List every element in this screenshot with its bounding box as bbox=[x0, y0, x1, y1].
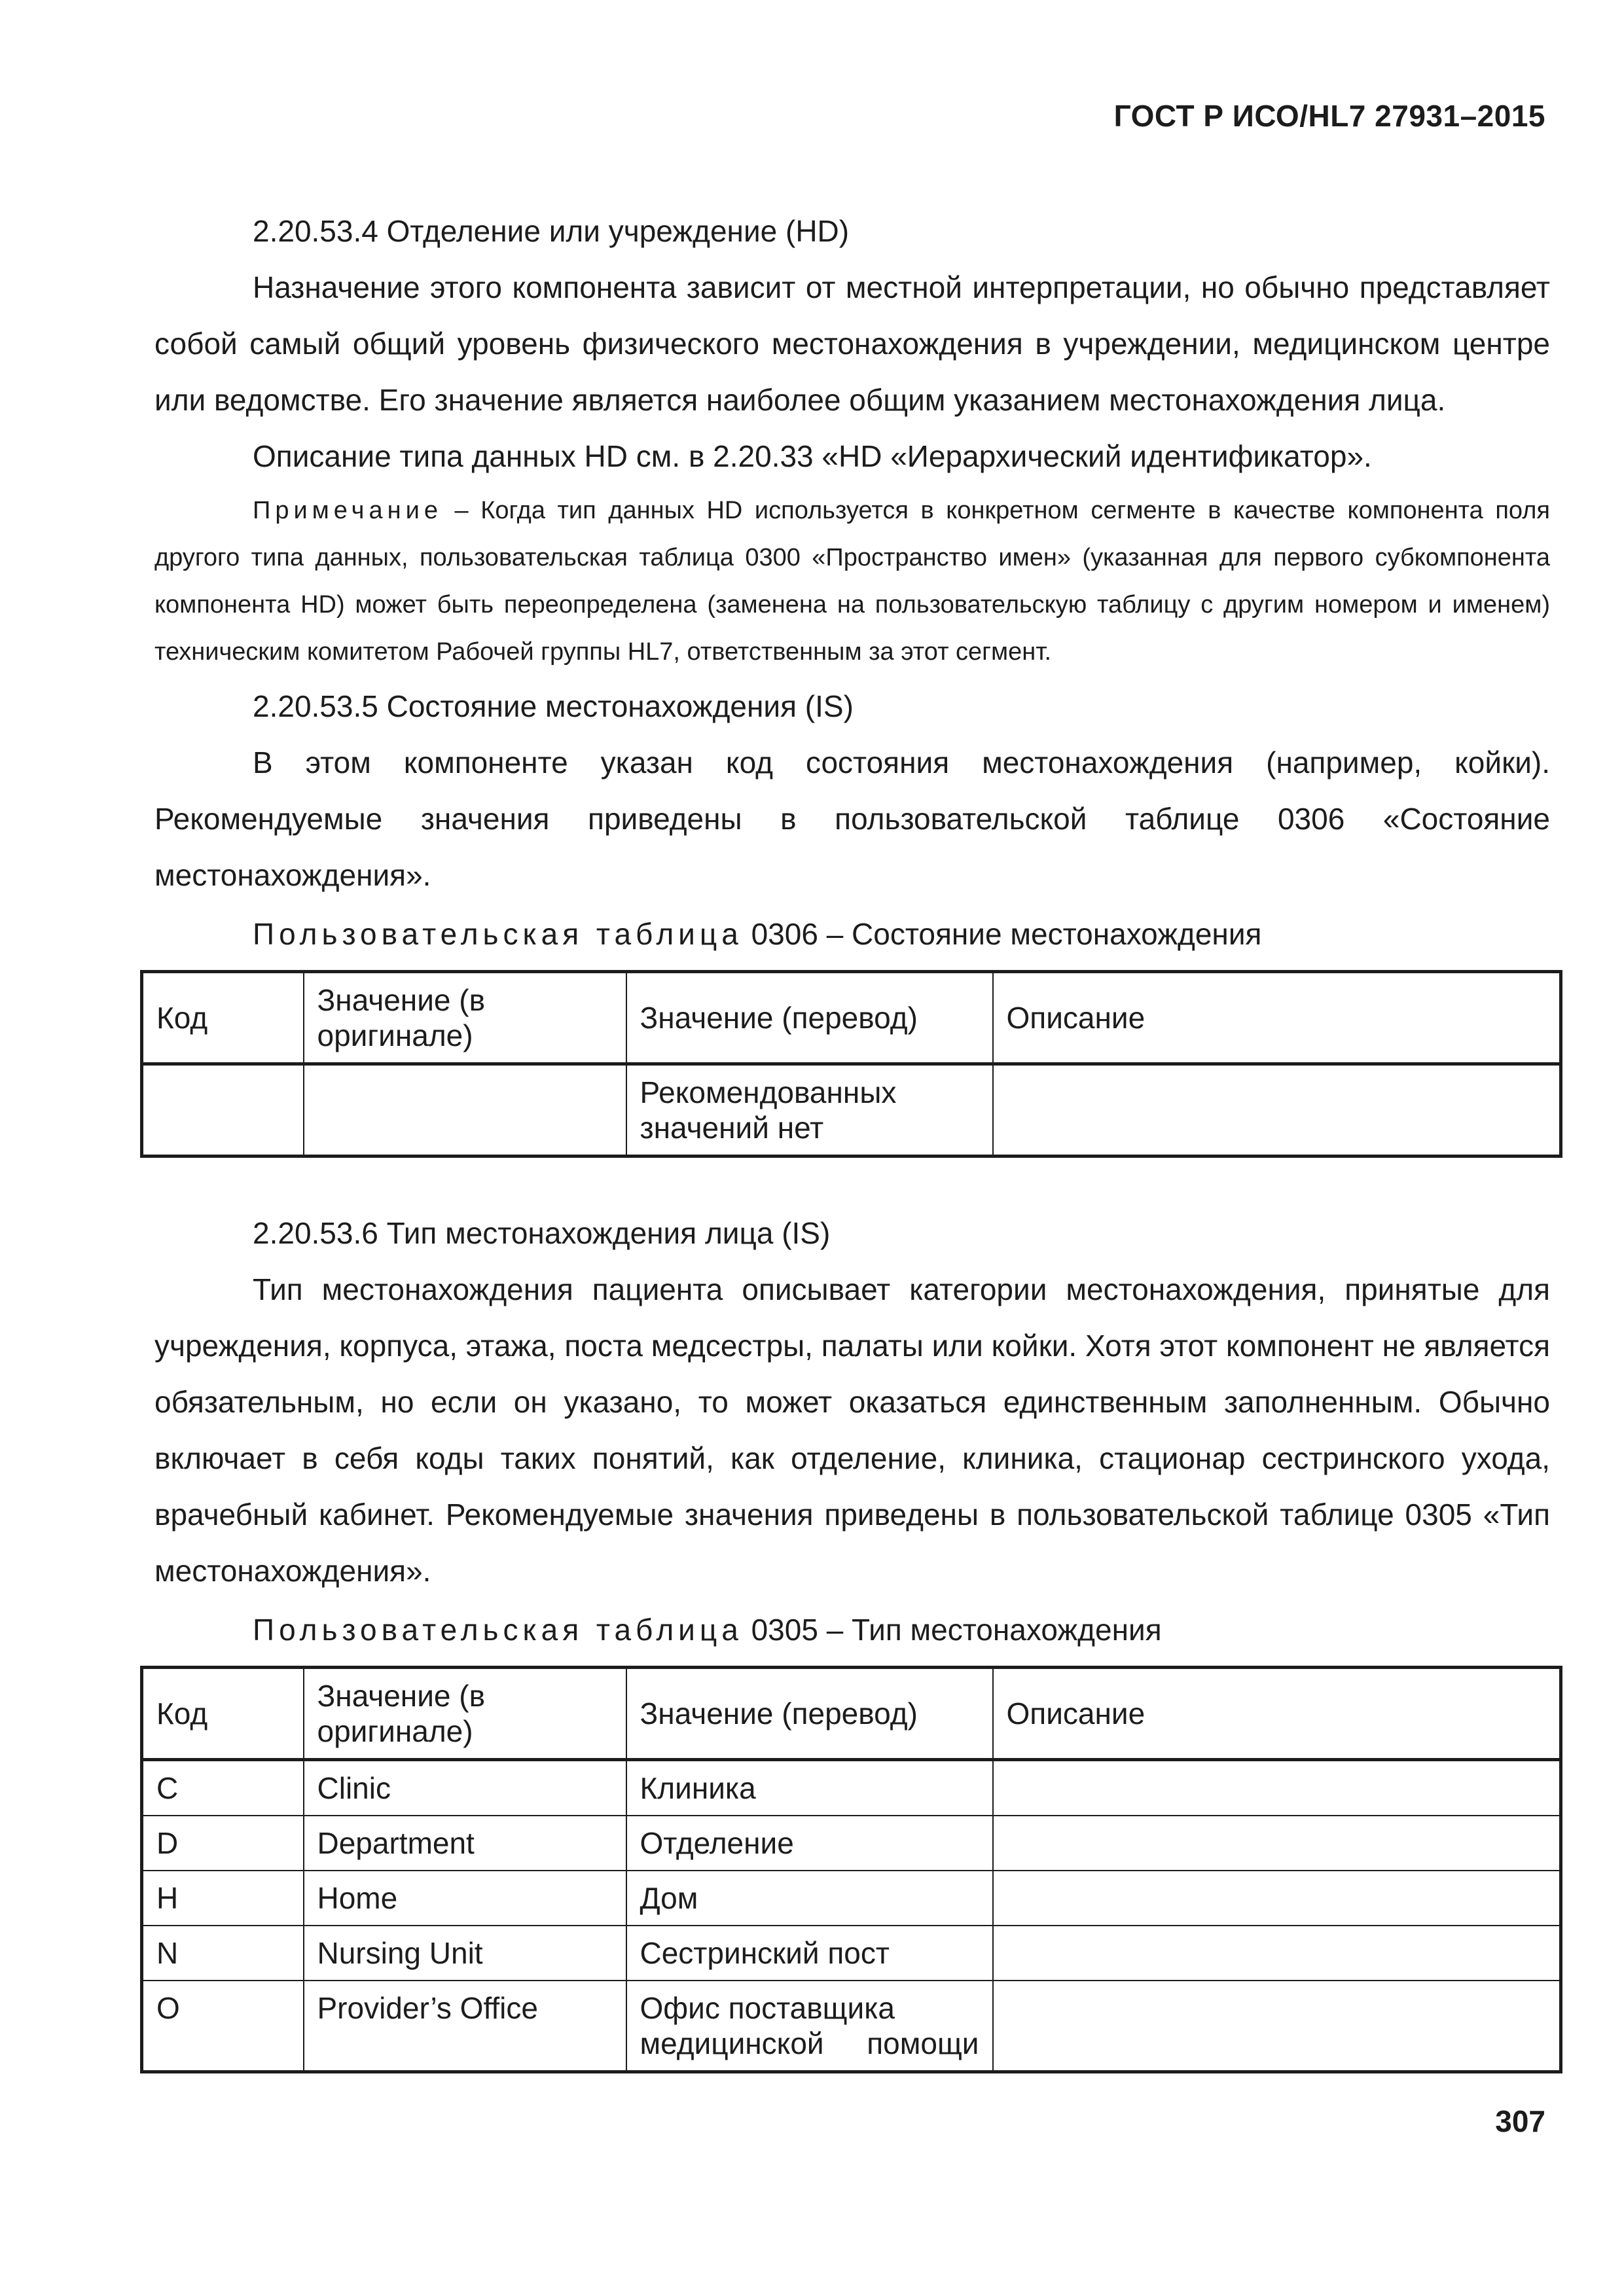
cell-description bbox=[993, 1816, 1561, 1871]
header-translation: Значение (перевод) bbox=[626, 972, 993, 1064]
table-row bbox=[142, 1871, 1561, 1926]
document-code-header: ГОСТ Р ИСО/HL7 27931–2015 bbox=[1113, 99, 1545, 133]
header-original: Значение (в оригинале) bbox=[304, 972, 626, 1064]
cell-original: Department bbox=[304, 1816, 626, 1871]
table-caption-0306 bbox=[154, 906, 1550, 962]
caption-text: 0305 – Тип местонахождения bbox=[742, 1613, 1162, 1647]
cell-original: Provider’s Office bbox=[304, 1981, 626, 2072]
cell-code bbox=[142, 1064, 304, 1157]
section-paragraph: Описание типа данных HD см. в 2.20.33 «HD «Иерархический идентификатор». bbox=[253, 439, 1372, 473]
table-row bbox=[142, 1064, 1561, 1157]
table-caption-0305 bbox=[154, 1602, 1550, 1658]
user-table-0306 bbox=[140, 970, 1562, 1158]
cell-original: Nursing Unit bbox=[304, 1926, 626, 1981]
header-description: Описание bbox=[993, 1668, 1561, 1760]
page-content bbox=[154, 203, 1550, 2073]
cell-original bbox=[304, 1064, 626, 1157]
caption-label: Пользовательская таблица bbox=[253, 917, 743, 951]
caption-text: 0306 – Состояние местонахождения bbox=[742, 917, 1262, 951]
cell-translation: Сестринский пост bbox=[626, 1926, 993, 1981]
cell-description bbox=[993, 1981, 1561, 2072]
section-heading-2-20-53-5: 2.20.53.5 Состояние местонахождения (IS) bbox=[253, 689, 854, 723]
table-row bbox=[142, 1816, 1561, 1871]
cell-description bbox=[993, 1871, 1561, 1926]
cell-description bbox=[993, 1926, 1561, 1981]
section-paragraph: В этом компоненте указан код состояния местонахождения (например, койки). Рекомендуемые значения приведены в пользовательской таблице 0306 «Состояние местонахождения». bbox=[154, 745, 1550, 892]
table-header-row bbox=[142, 1668, 1561, 1760]
header-original: Значение (в оригинале) bbox=[304, 1668, 626, 1760]
cell-translation: Рекомендованных значений нет bbox=[626, 1064, 993, 1157]
table-row bbox=[142, 1926, 1561, 1981]
header-code: Код bbox=[142, 1668, 304, 1760]
section-heading-2-20-53-4: 2.20.53.4 Отделение или учреждение (HD) bbox=[253, 214, 850, 248]
user-table-0305 bbox=[140, 1666, 1562, 2073]
cell-description bbox=[993, 1064, 1561, 1157]
header-description: Описание bbox=[993, 972, 1561, 1064]
cell-code: H bbox=[142, 1871, 304, 1926]
table-header-row bbox=[142, 972, 1561, 1064]
note-text: – Когда тип данных HD используется в конкретном сегменте в качестве компонента поля другого типа данных, пользовательская таблица 0300 «Пространство имен» (указанная для первого субкомпонента компонента HD) может быть переопределена (заменена на пользовательскую таблицу с другим номером и именем) техническим комитетом Рабочей группы HL7, ответственным за этот сегмент. bbox=[154, 497, 1550, 666]
page-number: 307 bbox=[1495, 2104, 1545, 2138]
note bbox=[154, 487, 1550, 675]
cell-translation: Клиника bbox=[626, 1760, 993, 1816]
header-translation: Значение (перевод) bbox=[626, 1668, 993, 1760]
table-row bbox=[142, 1981, 1561, 2072]
cell-translation: Офис поставщика медицинской помощи bbox=[626, 1981, 993, 2072]
cell-code: N bbox=[142, 1926, 304, 1981]
cell-code: O bbox=[142, 1981, 304, 2072]
section-paragraph: Назначение этого компонента зависит от местной интерпретации, но обычно представляет собой самый общий уровень физического местонахождения в учреждении, медицинском центре или ведомстве. Его значение является наиболее общим указанием местонахождения лица. bbox=[154, 270, 1550, 417]
section-heading-2-20-53-6: 2.20.53.6 Тип местонахождения лица (IS) bbox=[253, 1216, 831, 1250]
cell-description bbox=[993, 1760, 1561, 1816]
cell-translation: Дом bbox=[626, 1871, 993, 1926]
note-label: Примечание bbox=[253, 497, 442, 524]
cell-code: C bbox=[142, 1760, 304, 1816]
cell-translation: Отделение bbox=[626, 1816, 993, 1871]
table-row bbox=[142, 1760, 1561, 1816]
cell-original: Home bbox=[304, 1871, 626, 1926]
cell-code: D bbox=[142, 1816, 304, 1871]
caption-label: Пользовательская таблица bbox=[253, 1613, 743, 1647]
header-code: Код bbox=[142, 972, 304, 1064]
cell-original: Clinic bbox=[304, 1760, 626, 1816]
section-paragraph: Тип местонахождения пациента описывает категории местонахождения, принятые для учреждения, корпуса, этажа, поста медсестры, палаты или койки. Хотя этот компонент не является обязательным, но если он указано, то может оказаться единственным заполненным. Обычно включает в себя коды таких понятий, как отделение, клиника, стационар сестринского ухода, врачебный кабинет. Рекомендуемые значения приведены в пользовательской таблице 0305 «Тип местонахождения». bbox=[154, 1272, 1550, 1588]
